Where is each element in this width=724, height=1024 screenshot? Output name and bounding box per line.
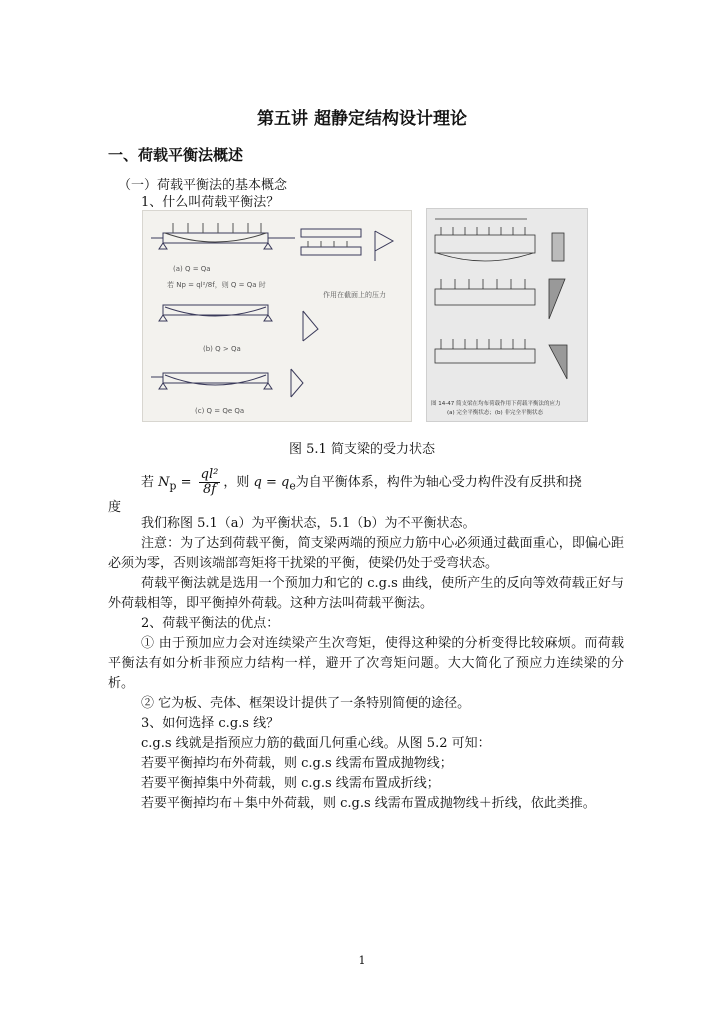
paragraph-point-load: 若要平衡掉集中外荷载，则 c.g.s 线需布置成折线； xyxy=(141,776,440,791)
subsection-heading: （一）荷载平衡法的基本概念 xyxy=(118,178,288,193)
formula-prefix: 若 xyxy=(141,475,155,490)
item1-heading: 1、什么叫荷载平衡法？ xyxy=(141,195,280,210)
paragraph-advantage-1: ① 由于预加应力会对连续梁产生次弯矩，使得这种梁的分析变得比较麻烦。而荷载平衡法有如分析非预应力结构一样，避开了次弯矩问题。大大简化了预应力连续梁的分析。 xyxy=(108,636,624,691)
formula-continuation: 度 xyxy=(108,500,122,515)
body-text xyxy=(108,514,624,814)
formula-q-eq: q = q xyxy=(253,475,290,490)
sketch-formula: 若 Np = ql²/8f，则 Q = Qa 时 xyxy=(167,281,266,289)
formula-q-sub: e xyxy=(289,479,296,493)
paragraph-advantages-heading: 2、荷载平衡法的优点： xyxy=(141,616,280,631)
sketch-label-c: (c) Q = Qe Qa xyxy=(195,407,245,415)
formula-middle: ，则 xyxy=(223,475,250,490)
formula-numerator: ql² xyxy=(200,467,219,482)
sketch-note: 作用在截面上的压力 xyxy=(323,291,386,299)
formula-fraction xyxy=(199,468,221,497)
paragraph-advantage-2: ② 它为板、壳体、框架设计提供了一条特别简便的途径。 xyxy=(141,696,471,711)
formula-np-sub: p xyxy=(169,479,177,493)
printed-caption-line1: 图 14-47 简支梁在均布荷载作用下荷载平衡法的应力 xyxy=(431,401,561,407)
figure-caption: 图 5.1 简支梁的受力状态 xyxy=(289,442,435,457)
page-number: 1 xyxy=(358,954,366,967)
formula-denominator: 8f xyxy=(202,482,217,497)
printed-caption-line2: (a) 完全平衡状态；(b) 非完全平衡状态 xyxy=(447,410,543,416)
figure-5-1-sketch xyxy=(142,210,412,422)
formula-suffix: 为自平衡体系，构件为轴心受力构件没有反拱和挠 xyxy=(295,475,582,490)
formula-np: N xyxy=(158,475,170,490)
sketch-label-a: (a) Q = Qa xyxy=(173,265,211,273)
paragraph-combined-load: 若要平衡掉均布＋集中外荷载，则 c.g.s 线需布置成抛物线＋折线，依此类推。 xyxy=(141,796,596,811)
paragraph-uniform-load: 若要平衡掉均布外荷载，则 c.g.s 线需布置成抛物线； xyxy=(141,756,453,771)
beam-stress-drawing xyxy=(427,209,587,421)
paragraph-balance-states: 我们称图 5.1（a）为平衡状态，5.1（b）为不平衡状态。 xyxy=(141,516,476,531)
paragraph-definition: 荷载平衡法就是选用一个预加力和它的 c.g.s 曲线，使所产生的反向等效荷载正好与外荷载相等，即平衡掉外荷载。这种方法叫荷载平衡法。 xyxy=(108,576,624,611)
paragraph-cgs-heading: 3、如何选择 c.g.s 线？ xyxy=(141,716,280,731)
section-heading: 一、荷载平衡法概述 xyxy=(108,146,244,164)
formula-line xyxy=(141,468,621,497)
formula-eq: = xyxy=(180,475,192,490)
sketch-label-b: (b) Q > Qa xyxy=(203,345,241,353)
paragraph-note: 注意：为了达到荷载平衡，简支梁两端的预应力筋中心必须通过截面重心，即偏心距必须为零，否则该端部弯矩将干扰梁的平衡，使梁仍处于受弯状态。 xyxy=(108,536,624,571)
lecture-title: 第五讲 超静定结构设计理论 xyxy=(257,109,467,129)
beam-sketch-drawing xyxy=(143,211,411,421)
figure-5-1-printed xyxy=(426,208,588,422)
paragraph-cgs-definition: c.g.s 线就是指预应力筋的截面几何重心线。从图 5.2 可知： xyxy=(141,736,491,751)
